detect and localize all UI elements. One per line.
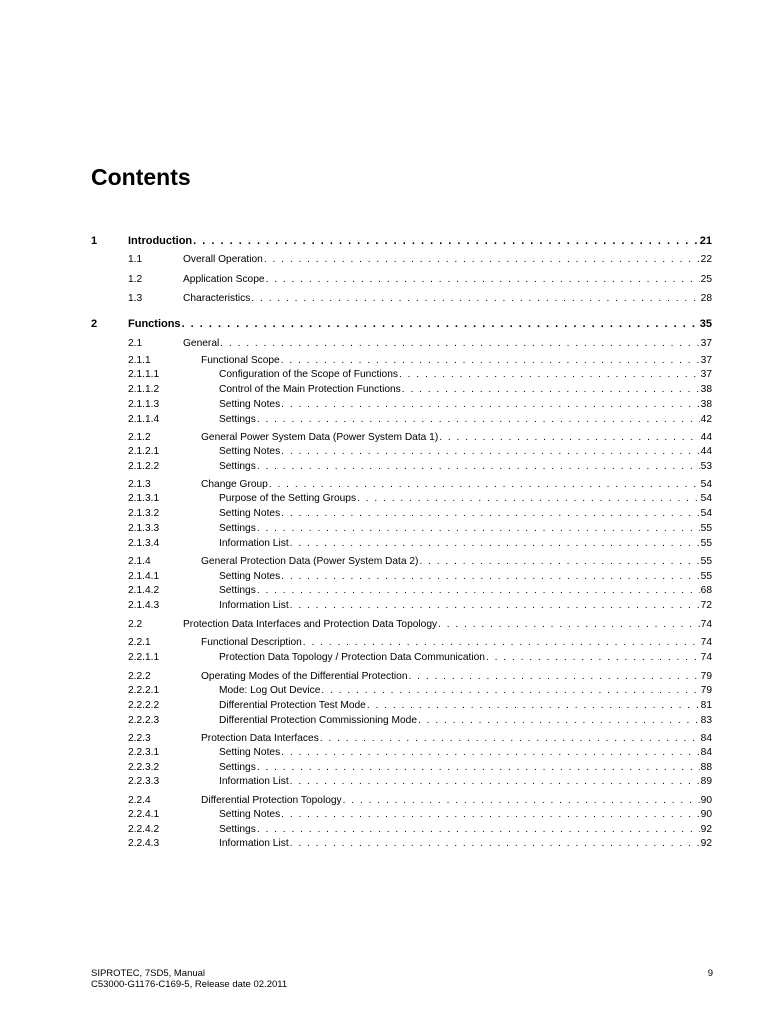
toc-page-number: 25 [700, 274, 712, 285]
toc-title: Introduction [128, 235, 193, 247]
toc-number: 2.1.3.2 [128, 508, 160, 519]
toc-title: Operating Modes of the Differential Protection [201, 671, 408, 682]
toc-title: Setting Notes [219, 571, 281, 582]
toc-title: Change Group [201, 479, 268, 490]
toc-leader-dots [269, 478, 700, 492]
toc-number: 2.1.3.1 [128, 493, 160, 504]
toc-title: Protection Data Interfaces [201, 733, 319, 744]
toc-entry[interactable] [0, 273, 768, 287]
toc-leader-dots [281, 445, 699, 459]
toc-page-number: 28 [700, 293, 712, 304]
toc-number: 1.3 [128, 293, 143, 304]
toc-leader-dots [281, 808, 699, 822]
toc-leader-dots [257, 761, 700, 775]
toc-leader-dots [251, 292, 699, 306]
toc-page-number: 74 [700, 637, 712, 648]
toc-entry[interactable] [0, 837, 768, 851]
toc-title: Differential Protection Topology [201, 795, 342, 806]
toc-number: 2.1.2.1 [128, 446, 160, 457]
toc-leader-dots [257, 584, 700, 598]
toc-title: Information List [219, 538, 289, 549]
toc-page-number: 68 [700, 585, 712, 596]
toc-title: Setting Notes [219, 446, 281, 457]
toc-leader-dots [418, 714, 700, 728]
toc-leader-dots [367, 699, 700, 713]
toc-number: 2.2.3.1 [128, 747, 160, 758]
toc-title: Purpose of the Setting Groups [219, 493, 357, 504]
toc-entry[interactable] [0, 413, 768, 427]
toc-leader-dots [281, 746, 699, 760]
toc-title: Settings [219, 824, 256, 835]
toc-entry[interactable] [0, 354, 768, 368]
toc-leader-dots [182, 317, 699, 331]
toc-page-number: 38 [700, 384, 712, 395]
toc-entry[interactable] [0, 492, 768, 506]
toc-title: Setting Notes [219, 747, 281, 758]
toc-page-number: 55 [700, 556, 712, 567]
toc-number: 1 [91, 235, 98, 247]
toc-title: Overall Operation [183, 254, 263, 265]
toc-leader-dots [266, 273, 700, 287]
toc-page-number: 44 [700, 432, 712, 443]
page-footer [91, 968, 713, 990]
toc-leader-dots [419, 555, 699, 569]
toc-number: 2.2.2.1 [128, 685, 160, 696]
toc-title: Control of the Main Protection Functions [219, 384, 401, 395]
toc-leader-dots [439, 431, 699, 445]
toc-page-number: 79 [700, 685, 712, 696]
toc-entry[interactable] [0, 431, 768, 445]
toc-number: 2.2.1 [128, 637, 151, 648]
toc-page-number: 53 [700, 461, 712, 472]
toc-page-number: 72 [700, 600, 712, 611]
toc-leader-dots [303, 636, 700, 650]
toc-title: Functions [128, 318, 181, 330]
toc-entry[interactable] [0, 445, 768, 459]
toc-entry[interactable] [0, 570, 768, 584]
toc-title: Settings [219, 461, 256, 472]
toc-title: Functional Scope [201, 355, 280, 366]
toc-title: Configuration of the Scope of Functions [219, 369, 398, 380]
toc-leader-dots [264, 253, 700, 267]
toc-title: Information List [219, 600, 289, 611]
toc-leader-dots [220, 337, 699, 351]
toc-number: 2.1.1.2 [128, 384, 160, 395]
toc-leader-dots [281, 398, 699, 412]
toc-leader-dots [320, 732, 700, 746]
toc-page-number: 89 [700, 776, 712, 787]
toc-leader-dots [281, 570, 699, 584]
toc-page-number: 54 [700, 493, 712, 504]
toc-leader-dots [257, 823, 700, 837]
toc-title: Settings [219, 762, 256, 773]
toc-number: 2.1.4.3 [128, 600, 160, 611]
toc-page-number: 21 [699, 235, 712, 247]
toc-leader-dots [357, 492, 700, 506]
toc-leader-dots [486, 651, 700, 665]
toc-page-number: 55 [700, 538, 712, 549]
toc-number: 2.2.4 [128, 795, 151, 806]
toc-leader-dots [402, 383, 700, 397]
toc-page-number: 22 [700, 254, 712, 265]
toc-title: Application Scope [183, 274, 265, 285]
toc-entry[interactable] [0, 670, 768, 684]
toc-number: 2.1.4.2 [128, 585, 160, 596]
toc-title: Information List [219, 776, 289, 787]
toc-number: 2.2.3 [128, 733, 151, 744]
toc-leader-dots [281, 354, 700, 368]
toc-leader-dots [193, 234, 699, 248]
toc-number: 2.1.3 [128, 479, 151, 490]
toc-title: Protection Data Topology / Protection Data Communication [219, 652, 485, 663]
toc-entry[interactable] [0, 732, 768, 746]
toc-entry[interactable] [0, 714, 768, 728]
toc-page-number: 84 [700, 747, 712, 758]
toc-number: 2.2.3.2 [128, 762, 160, 773]
toc-title: General Power System Data (Power System Data 1) [201, 432, 439, 443]
toc-page-number: 90 [700, 809, 712, 820]
toc-title: Differential Protection Commissioning Mode [219, 715, 417, 726]
toc-entry[interactable] [0, 775, 768, 789]
toc-number: 2.1.2 [128, 432, 151, 443]
toc-number: 2.2.1.1 [128, 652, 160, 663]
toc-entry[interactable] [0, 253, 768, 267]
toc-number: 2.2.2.3 [128, 715, 160, 726]
toc-entry[interactable] [0, 383, 768, 397]
toc-entry[interactable] [0, 599, 768, 613]
toc-number: 2.2.2 [128, 671, 151, 682]
toc-number: 2.1.4 [128, 556, 151, 567]
toc-number: 2.1.4.1 [128, 571, 160, 582]
toc-page-number: 90 [700, 795, 712, 806]
toc-number: 2.2.2.2 [128, 700, 160, 711]
toc-title: General Protection Data (Power System Data 2) [201, 556, 419, 567]
toc-title: Differential Protection Test Mode [219, 700, 366, 711]
toc-entry[interactable] [0, 292, 768, 306]
toc-page-number: 55 [700, 571, 712, 582]
toc-leader-dots [290, 837, 700, 851]
toc-number: 1.2 [128, 274, 143, 285]
toc-number: 2.2.4.3 [128, 838, 160, 849]
toc-page-number: 37 [700, 369, 712, 380]
toc-leader-dots [290, 599, 700, 613]
toc-entry[interactable] [0, 507, 768, 521]
toc-entry[interactable] [0, 684, 768, 698]
toc-leader-dots [290, 537, 700, 551]
toc-chapter[interactable] [0, 317, 768, 331]
toc-number: 2.1.3.3 [128, 523, 160, 534]
toc-title: Setting Notes [219, 399, 281, 410]
toc-leader-dots [343, 794, 700, 808]
toc-leader-dots [399, 368, 700, 382]
toc-page-number: 92 [700, 824, 712, 835]
toc-page-number: 83 [700, 715, 712, 726]
toc-page-number: 44 [700, 446, 712, 457]
toc-page-number: 79 [700, 671, 712, 682]
toc-page-number: 81 [700, 700, 712, 711]
toc-number: 1.1 [128, 254, 143, 265]
toc-entry[interactable] [0, 761, 768, 775]
toc-leader-dots [257, 460, 700, 474]
toc-number: 2.2.4.1 [128, 809, 160, 820]
toc-number: 2.2 [128, 619, 143, 630]
toc-page-number: 88 [700, 762, 712, 773]
toc-number: 2.1.1.3 [128, 399, 160, 410]
toc-entry[interactable] [0, 808, 768, 822]
toc-leader-dots [257, 522, 700, 536]
toc-number: 2.1.3.4 [128, 538, 160, 549]
toc-entry[interactable] [0, 699, 768, 713]
toc-entry[interactable] [0, 337, 768, 351]
footer-page-number: 9 [707, 968, 713, 979]
toc-page-number: 38 [700, 399, 712, 410]
toc-title: Settings [219, 523, 256, 534]
toc-number: 2.1.2.2 [128, 461, 160, 472]
toc-title: Settings [219, 585, 256, 596]
toc-entry[interactable] [0, 398, 768, 412]
toc-leader-dots [321, 684, 699, 698]
toc-number: 2.1 [128, 338, 143, 349]
toc-leader-dots [438, 618, 700, 632]
toc-entry[interactable] [0, 522, 768, 536]
toc-page-number: 92 [700, 838, 712, 849]
toc-number: 2.2.3.3 [128, 776, 160, 787]
toc-page-number: 84 [700, 733, 712, 744]
toc-chapter[interactable] [0, 234, 768, 248]
toc-page-number: 42 [700, 414, 712, 425]
page-title: Contents [91, 164, 191, 190]
toc-entry[interactable] [0, 746, 768, 760]
toc-leader-dots [290, 775, 700, 789]
toc-title: Setting Notes [219, 508, 281, 519]
toc-title: Characteristics [183, 293, 251, 304]
toc-number: 2 [91, 318, 98, 330]
toc-page-number: 37 [700, 355, 712, 366]
toc-title: Settings [219, 414, 256, 425]
toc-title: Functional Description [201, 637, 302, 648]
toc-entry[interactable] [0, 478, 768, 492]
toc-entry[interactable] [0, 794, 768, 808]
toc-title: Protection Data Interfaces and Protection Data Topology [183, 619, 438, 630]
toc-leader-dots [257, 413, 700, 427]
toc-entry[interactable] [0, 368, 768, 382]
toc-title: Information List [219, 838, 289, 849]
toc-page-number: 55 [700, 523, 712, 534]
toc-entry[interactable] [0, 537, 768, 551]
toc-entry[interactable] [0, 584, 768, 598]
toc-leader-dots [281, 507, 699, 521]
toc-page-number: 74 [700, 652, 712, 663]
toc-page-number: 35 [699, 318, 712, 330]
toc-entry[interactable] [0, 651, 768, 665]
toc-entry[interactable] [0, 636, 768, 650]
toc-entry[interactable] [0, 555, 768, 569]
footer-product: SIPROTEC, 7SD5, Manual [91, 968, 206, 979]
toc-leader-dots [409, 670, 700, 684]
toc-entry[interactable] [0, 823, 768, 837]
toc-number: 2.1.1 [128, 355, 151, 366]
toc-page-number: 54 [700, 479, 712, 490]
toc-number: 2.1.1.4 [128, 414, 160, 425]
toc-page-number: 54 [700, 508, 712, 519]
footer-order-number: C53000-G1176-C169-5, Release date 02.2011 [91, 979, 288, 990]
toc-page-number: 37 [700, 338, 712, 349]
toc-title: Setting Notes [219, 809, 281, 820]
toc-number: 2.1.1.1 [128, 369, 160, 380]
toc-page-number: 74 [700, 619, 712, 630]
toc-number: 2.2.4.2 [128, 824, 160, 835]
toc-title: General [183, 338, 220, 349]
toc-entry[interactable] [0, 460, 768, 474]
toc-entry[interactable] [0, 618, 768, 632]
toc-title: Mode: Log Out Device [219, 685, 321, 696]
